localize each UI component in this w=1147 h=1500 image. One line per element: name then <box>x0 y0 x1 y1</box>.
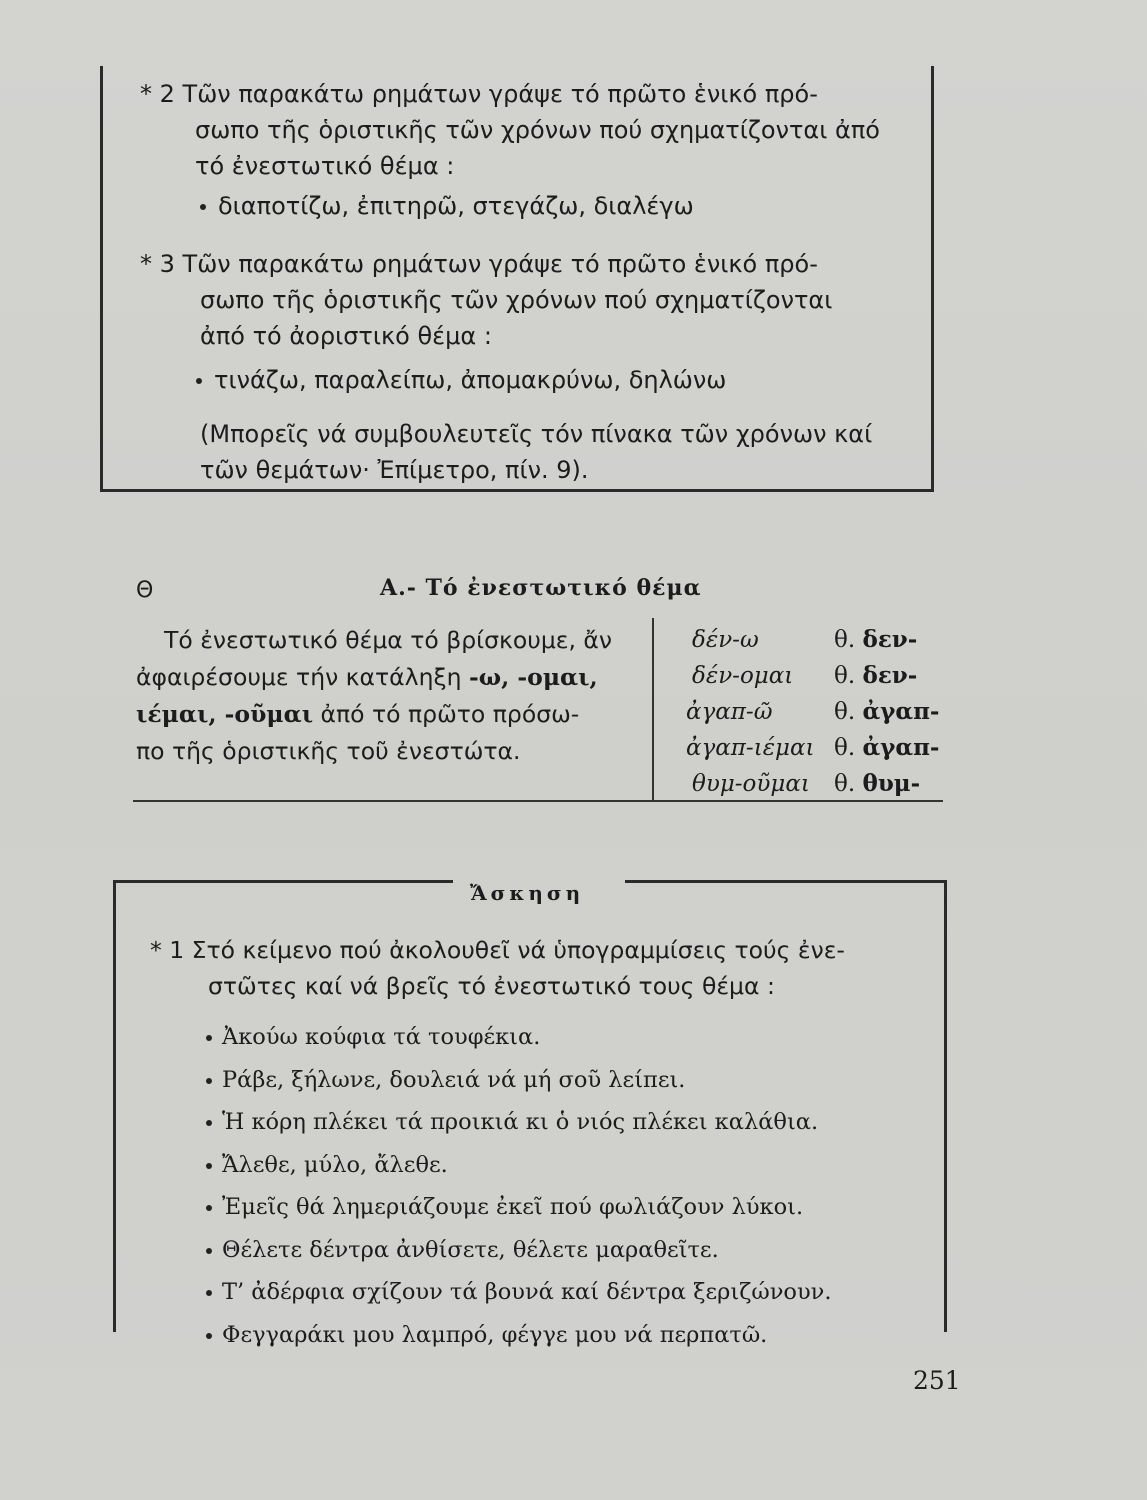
example-stem-row <box>834 730 939 766</box>
exercise-2 <box>140 76 880 184</box>
rule-line-3-text: ἀπό τό πρῶτο πρόσω- <box>313 700 580 728</box>
sentence-text: Ἡ κόρη πλέκει τά προικιά κι ὁ νιός πλέκει καλάθια. <box>222 1109 819 1135</box>
list-item <box>206 1314 831 1357</box>
stem: ἀγαπ- <box>862 734 940 761</box>
exercise-1-line-2: στῶτες καί νά βρεῖς τό ἐνεστωτικό τους θέμα : <box>208 972 775 1000</box>
exercise-1-line-1: * 1 Στό κείμενο πού ἀκολουθεῖ νά ὑπογραμμίσεις τούς ἐνε- <box>150 936 845 964</box>
bullet-dot <box>206 1078 212 1084</box>
bullet-dot <box>206 1248 212 1254</box>
sentence-text: Ἐμεῖς θά λημεριάζουμε ἐκεῖ πού φωλιάζουν λύκοι. <box>222 1194 804 1220</box>
example-stem-row <box>834 658 939 694</box>
rule-line-3 <box>136 696 636 733</box>
stem: δεν- <box>862 662 918 689</box>
page-number: 251 <box>913 1366 961 1395</box>
exercise-3-line-3: ἀπό τό ἀοριστικό θέμα : <box>200 322 492 350</box>
table-note <box>200 416 872 488</box>
exercise-heading: Ἄσκηση <box>470 881 585 905</box>
rule-text <box>136 622 636 770</box>
section-marker: Θ <box>136 578 154 603</box>
exercise-2-line-2: σωπο τῆς ὁριστικῆς τῶν χρόνων πού σχηματίζονται ἀπό <box>195 116 880 144</box>
example-word: ἀγαπ-ῶ <box>686 699 773 725</box>
list-item <box>206 1229 831 1272</box>
example-word: δέν-ω <box>692 627 759 653</box>
bullet-dot <box>206 1120 212 1126</box>
section-rule <box>133 800 943 802</box>
exercise-3-line-2: σωπο τῆς ὁριστικῆς τῶν χρόνων πού σχηματίζονται <box>200 286 833 314</box>
exercise-3-verbs <box>196 366 726 394</box>
list-item <box>206 1101 831 1144</box>
exercise-2-verb-list: διαποτίζω, ἐπιτηρῶ, στεγάζω, διαλέγω <box>218 192 694 220</box>
column-divider <box>652 618 654 802</box>
exercise-2-verbs <box>200 192 694 220</box>
list-item <box>206 1186 831 1229</box>
stem-prefix: θ. <box>834 663 856 689</box>
rule-endings-2: ιέμαι, -οῦμαι <box>136 700 314 728</box>
sentence-text: Θέλετε δέντρα ἀνθίσετε, θέλετε μαραθεῖτε. <box>222 1236 719 1263</box>
exercise-3-verb-list: τινάζω, παραλείπω, ἀπομακρύνω, δηλώνω <box>214 366 727 394</box>
example-word: θυμ-οῦμαι <box>692 771 810 797</box>
bullet-dot <box>206 1035 212 1041</box>
exercise-2-line-1: * 2 Τῶν παρακάτω ρημάτων γράψε τό πρῶτο ἑνικό πρό- <box>140 80 818 108</box>
list-item <box>206 1059 831 1102</box>
sentence-text: Ἀκούω κούφια τά τουφέκια. <box>222 1024 541 1050</box>
sentence-text: Ράβε, ξήλωνε, δουλειά νά μή σοῦ λείπει. <box>222 1066 686 1093</box>
section-title: Α.- Τό ἐνεστωτικό θέμα <box>380 575 702 601</box>
stem-prefix: θ. <box>834 699 856 725</box>
exercise-3 <box>140 246 832 354</box>
bullet-dot <box>206 1290 212 1296</box>
rule-line-4: πο τῆς ὁριστικῆς τοῦ ἐνεστώτα. <box>136 737 521 765</box>
exercise-1 <box>150 932 845 1004</box>
example-word: δέν-ομαι <box>692 663 794 689</box>
exercise-3-line-1: * 3 Τῶν παρακάτω ρημάτων γράψε τό πρῶτο ἑνικό πρό- <box>140 250 818 278</box>
example-stems <box>834 622 939 802</box>
list-item <box>206 1144 831 1187</box>
sentence-text: Ἄλεθε, μύλο, ἄλεθε. <box>222 1151 448 1178</box>
example-word: ἀγαπ-ιέμαι <box>686 735 815 761</box>
example-stem-row <box>834 622 939 658</box>
box-top-border-left <box>113 880 453 883</box>
stem: δεν- <box>862 626 918 653</box>
bullet-dot <box>200 204 206 210</box>
table-note-line-1: (Μπορεῖς νά συμβουλευτεῖς τόν πίνακα τῶν χρόνων καί <box>200 420 873 448</box>
list-item <box>206 1271 831 1314</box>
example-stem-row <box>834 766 939 802</box>
rule-line-1: Τό ἐνεστωτικό θέμα τό βρίσκουμε, ἄν <box>164 626 613 654</box>
box-top-border-right <box>625 880 947 883</box>
stem: ἀγαπ- <box>862 698 940 725</box>
table-note-line-2: τῶν θεμάτων· Ἐπίμετρο, πίν. 9). <box>200 456 589 484</box>
rule-line-2-text: ἀφαιρέσουμε τήν κατάληξη <box>136 663 469 691</box>
bullet-dot <box>196 378 202 384</box>
stem: θυμ- <box>862 770 921 797</box>
stem-prefix: θ. <box>834 771 856 797</box>
example-stem-row <box>834 694 939 730</box>
bullet-dot <box>206 1163 212 1169</box>
list-item <box>206 1016 831 1059</box>
sentence-text: Τ’ ἀδέρφια σχίζουν τά βουνά καί δέντρα ξεριζώνουν. <box>222 1279 832 1305</box>
rule-endings-1: -ω, -ομαι, <box>468 663 598 691</box>
sentence-list <box>206 1016 831 1356</box>
bullet-dot <box>206 1205 212 1211</box>
bullet-dot <box>206 1333 212 1339</box>
stem-prefix: θ. <box>834 735 856 761</box>
example-words <box>686 622 815 802</box>
rule-line-2 <box>136 659 636 696</box>
exercise-2-line-3: τό ἐνεστωτικό θέμα : <box>195 152 455 180</box>
sentence-text: Φεγγαράκι μου λαμπρό, φέγγε μου νά περπατῶ. <box>222 1321 768 1348</box>
stem-prefix: θ. <box>834 627 856 653</box>
